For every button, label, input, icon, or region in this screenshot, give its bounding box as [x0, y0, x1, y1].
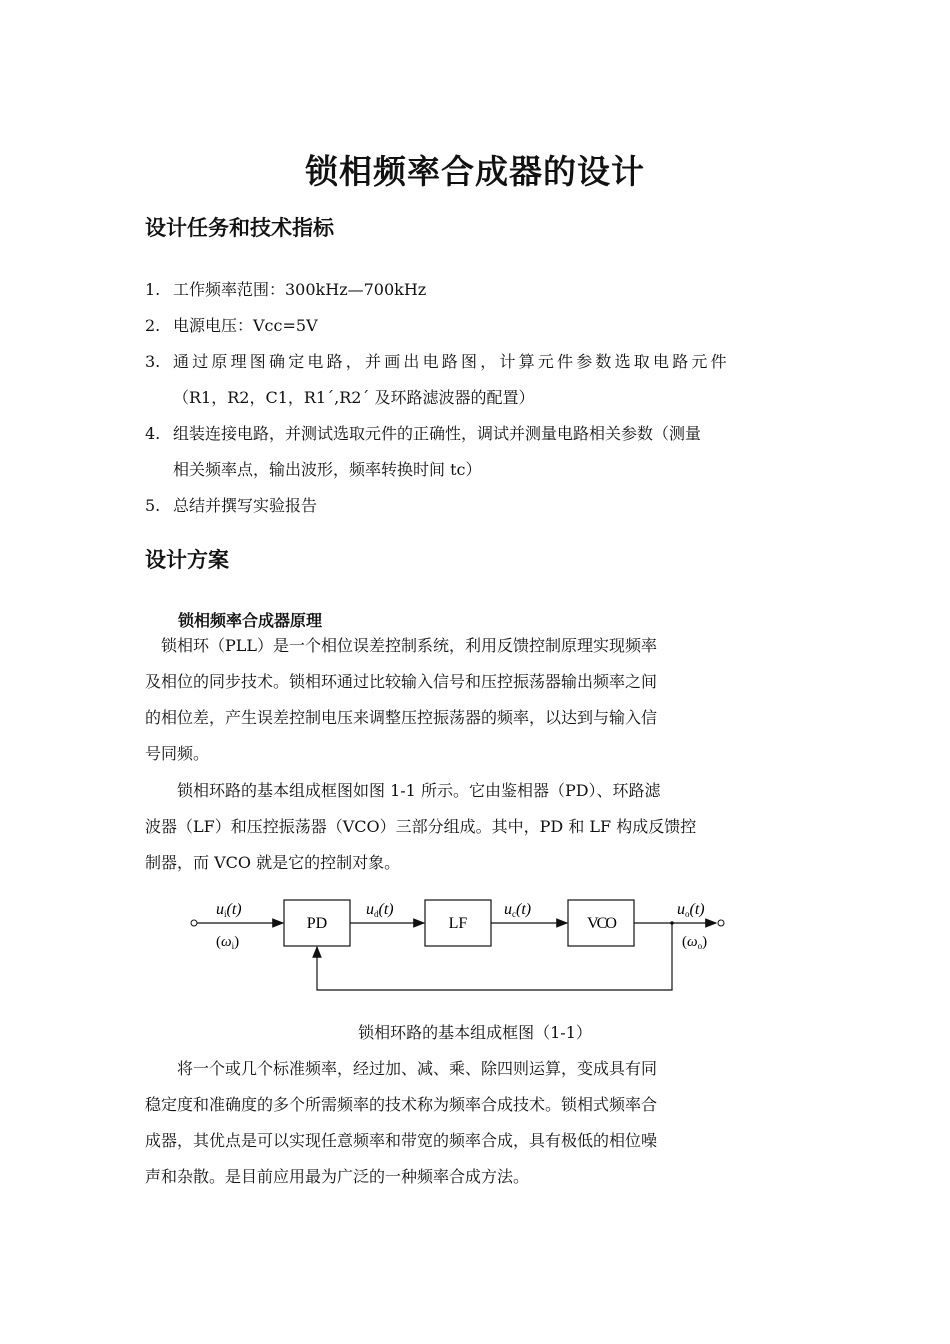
lf-label: LF	[448, 915, 468, 932]
item-number: 1.	[145, 280, 161, 299]
item-text: 总结并撰写实验报告	[173, 496, 318, 515]
document-title: 锁相频率合成器的设计	[305, 152, 645, 191]
pll-block-diagram	[180, 886, 740, 998]
list-item	[145, 416, 815, 488]
pd-label: PD	[306, 915, 328, 932]
input-freq-label: $(\omega_i)$	[216, 934, 240, 951]
item-number: 5.	[145, 496, 161, 515]
paragraph-line: 及相位的同步技术。锁相环通过比较输入信号和压控振荡器输出频率之间	[145, 672, 658, 691]
paragraph-pll-intro	[145, 628, 785, 772]
lf-output-label: uc(t)	[504, 901, 532, 919]
section-heading-task: 设计任务和技术指标	[145, 216, 334, 240]
figure-caption: 锁相环路的基本组成框图（1-1）	[358, 1023, 592, 1042]
output-signal-label: uo(t)	[677, 901, 705, 919]
paragraph-line: 成器，其优点是可以实现任意频率和带宽的频率合成，具有极低的相位噪	[145, 1131, 658, 1150]
item-number: 3.	[145, 352, 161, 371]
requirements-list	[145, 272, 815, 524]
paragraph-line: 波器（LF）和压控振荡器（VCO）三部分组成。其中，PD 和 LF 构成反馈控	[145, 817, 697, 836]
list-item	[145, 308, 815, 344]
item-text: 通过原理图确定电路，并画出电路图，计算元件参数选取电路元件	[173, 352, 730, 371]
paragraph-line: 声和杂散。是目前应用最为广泛的一种频率合成方法。	[145, 1167, 530, 1186]
paragraph-line: 将一个或几个标准频率，经过加、减、乘、除四则运算，变成具有同	[145, 1059, 658, 1078]
input-signal-label: ui(t)	[216, 901, 242, 919]
paragraph-line: 制器，而 VCO 就是它的控制对象。	[145, 853, 401, 872]
item-text-continued: （R1，R2，C1，R1´,R2´ 及环路滤波器的配置）	[173, 388, 535, 407]
paragraph-frequency-synthesis	[145, 1051, 785, 1195]
paragraph-line: 锁相环路的基本组成框图如图 1-1 所示。它由鉴相器（PD）、环路滤	[145, 781, 661, 800]
item-text: 组装连接电路，并测试选取元件的正确性，调试并测量电路相关参数（测量	[173, 424, 702, 443]
list-item	[145, 488, 815, 524]
section-heading-scheme: 设计方案	[145, 548, 229, 572]
item-text: 工作频率范围：300kHz—700kHz	[173, 280, 427, 299]
pd-output-label: ud(t)	[366, 901, 394, 919]
item-number: 4.	[145, 424, 161, 443]
paragraph-line: 的相位差，产生误差控制电压来调整压控振荡器的频率，以达到与输入信	[145, 708, 658, 727]
item-text: 电源电压：Vcc=5V	[173, 316, 318, 335]
item-text-continued: 相关频率点，输出波形，频率转换时间 tc）	[173, 460, 482, 479]
list-item	[145, 272, 815, 308]
subsection-heading: 锁相频率合成器原理	[178, 611, 323, 630]
input-terminal	[191, 920, 197, 926]
list-item	[145, 344, 815, 416]
paragraph-pll-blocks	[145, 773, 785, 881]
vco-label: VCO	[587, 915, 615, 932]
output-terminal	[718, 920, 724, 926]
paragraph-line: 号同频。	[145, 744, 210, 763]
paragraph-line: 锁相环（PLL）是一个相位误差控制系统，利用反馈控制原理实现频率	[145, 636, 658, 655]
paragraph-line: 稳定度和准确度的多个所需频率的技术称为频率合成技术。锁相式频率合	[145, 1095, 658, 1114]
item-number: 2.	[145, 316, 161, 335]
output-freq-label: $(\omega_o)$	[682, 934, 708, 951]
